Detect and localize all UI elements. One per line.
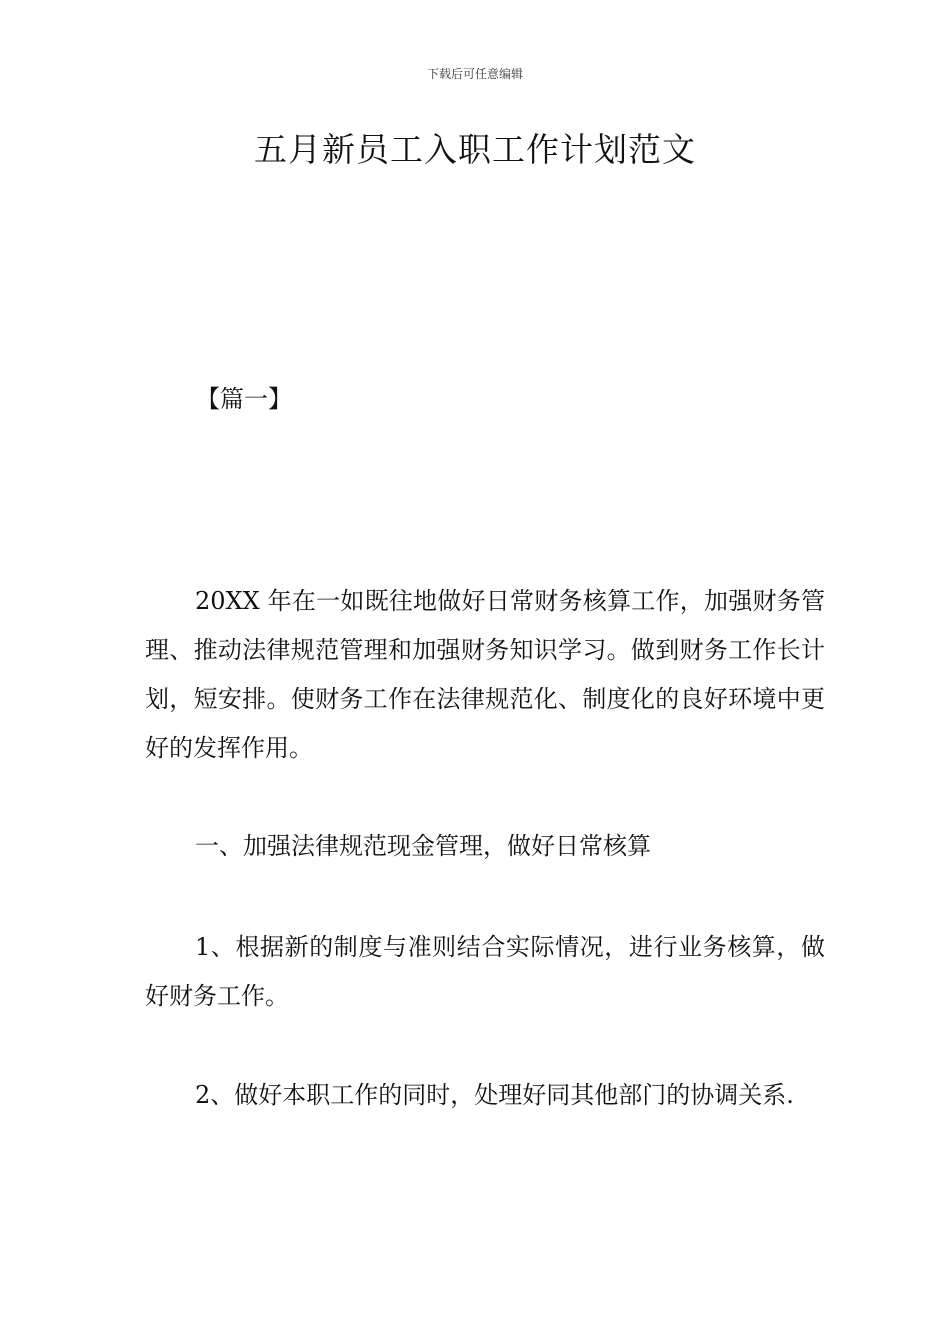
paragraph-item-one: 1、根据新的制度与准则结合实际情况，进行业务核算，做好财务工作。 <box>145 933 825 1010</box>
header-note: 下载后可任意编辑 <box>426 67 523 81</box>
paragraph-item-two: 2、做好本职工作的同时，处理好同其他部门的协调关系. <box>195 1081 794 1109</box>
section-heading: 【篇一】 <box>196 385 292 413</box>
paragraph-intro: 20XX 年在一如既往地做好日常财务核算工作，加强财务管理、推动法律规范管理和加强财务知识学习。做到财务工作长计划，短安排。使财务工作在法律规范化、制度化的良好环境中更好的发挥作用。 <box>145 587 825 762</box>
page-title: 五月新员工入职工作计划范文 <box>254 130 696 169</box>
paragraph-heading-one: 一、加强法律规范现金管理，做好日常核算 <box>195 832 651 860</box>
